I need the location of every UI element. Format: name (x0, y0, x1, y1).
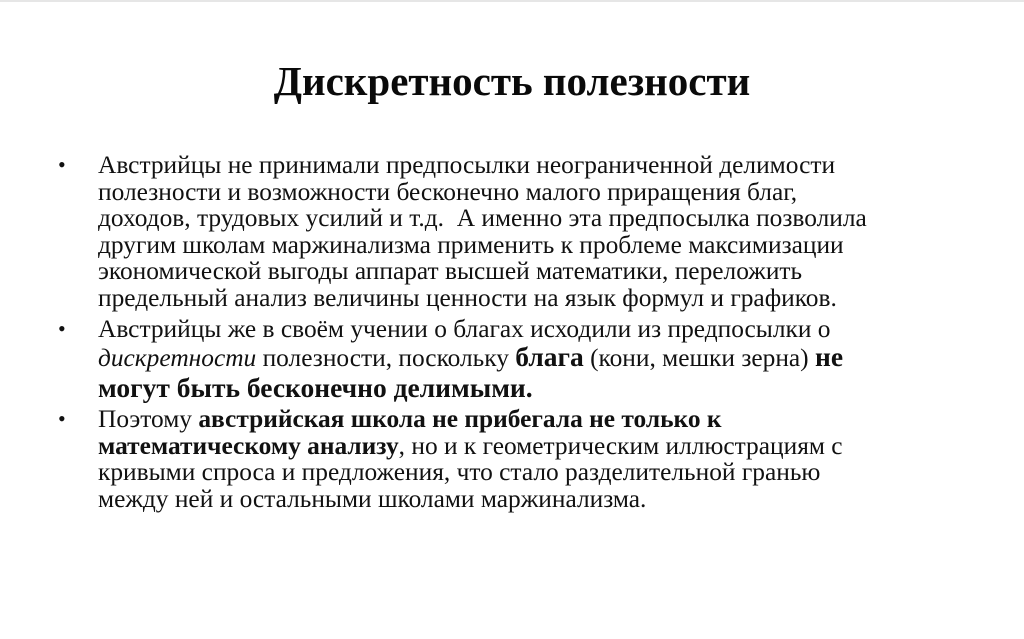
bullet-1-line-2: полезности и возможности бесконечно малого приращения благ, (98, 177, 798, 206)
bullet-dot-icon: • (58, 406, 66, 432)
emphasis-italic: дискретности (98, 344, 257, 373)
bullet-dot-icon: • (58, 315, 66, 341)
emphasis-bold: блага (515, 341, 584, 373)
bullet-item-2 (0, 316, 1024, 403)
bullet-2-line-3: могут быть бесконечно делимыми. (98, 372, 533, 404)
bullet-2-line-2 (98, 342, 984, 373)
bullet-list (0, 152, 1024, 517)
bullet-3-line-1 (98, 406, 984, 433)
bullet-3-line-3: кривыми спроса и предложения, что стало разделительной гранью (98, 458, 821, 487)
slide-title: Дискретность полезности (273, 58, 751, 104)
bullet-3-text: Поэтому (98, 405, 199, 434)
bullet-1-line-5: экономической выгоды аппарат высшей математики, переложить (98, 257, 803, 286)
bullet-1-line-3: доходов, трудовых усилий и т.д. А именно эта предпосылка позволила (98, 204, 867, 233)
bullet-item-3 (0, 406, 1024, 512)
bullet-1-line-6: предельный анализ величины ценности на язык формул и графиков. (98, 283, 837, 312)
emphasis-bold: не (814, 341, 844, 373)
bullet-3-line-4: между ней и остальными школами маржинализма. (98, 484, 647, 513)
emphasis-bold: австрийская школа не прибегала не только к (198, 405, 722, 434)
bullet-1-line-4: другим школам маржинализма применить к проблеме максимизации (98, 230, 844, 259)
bullet-3-text: , но и к геометрическим иллюстрациям с (398, 431, 843, 460)
bullet-dot-icon: • (58, 152, 66, 177)
bullet-2-line-1: Австрийцы же в своём учении о благах исходили из предпосылки о (98, 314, 831, 343)
bullet-2-text: (кони, мешки зерна) (583, 344, 815, 373)
bullet-item-1 (0, 152, 1024, 312)
bullet-3-line-2 (98, 433, 984, 460)
bullet-2-text: полезности, поскольку (256, 344, 516, 373)
emphasis-bold: математическому анализу (98, 431, 399, 460)
bullet-1-line-1: Австрийцы не принимали предпосылки неограниченной делимости (98, 151, 836, 179)
